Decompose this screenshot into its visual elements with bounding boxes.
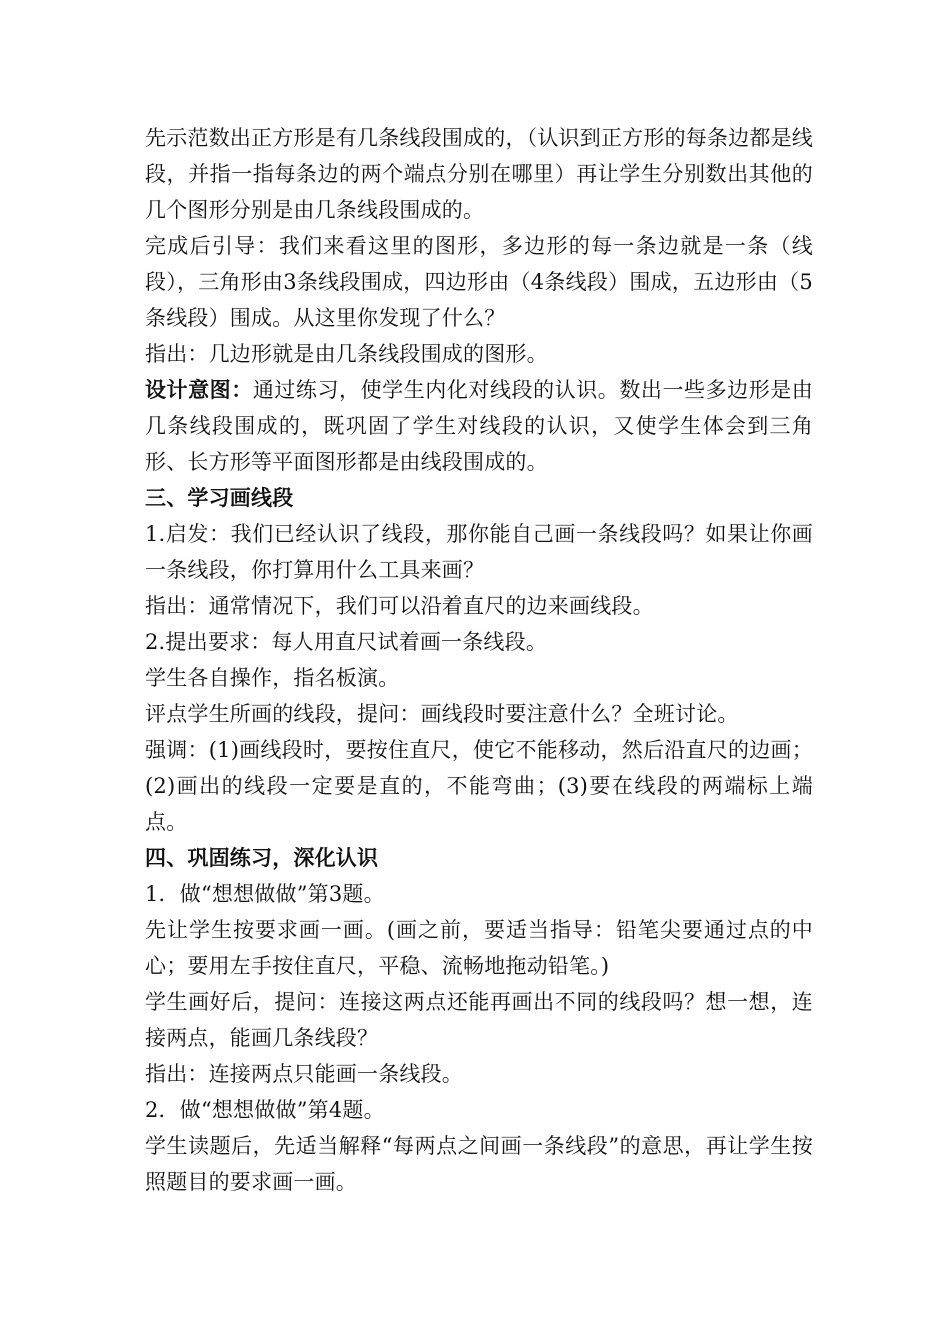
paragraph-draw-guidance: 先让学生按要求画一画。(画之前，要适当指导：铅笔尖要通过点的中心；要用左手按住直尺，平稳、流畅地拖动铅笔。) (145, 918, 813, 978)
paragraph-comment: 评点学生所画的线段，提问：画线段时要注意什么？全班讨论。 (145, 702, 739, 726)
paragraph-read-explain: 学生读题后，先适当解释“每两点之间画一条线段”的意思，再让学生按照题目的要求画一画。 (145, 1134, 813, 1194)
paragraph-exercise-3: 1．做“想想做做”第3题。 (145, 882, 385, 906)
paragraph-inspire: 1.启发：我们已经认识了线段，那你能自己画一条线段吗？如果让你画一条线段，你打算用什么工具来画？ (145, 522, 813, 582)
paragraph-point-out-ruler: 指出：通常情况下，我们可以沿着直尺的边来画线段。 (145, 594, 654, 618)
design-intent-text: 通过练习，使学生内化对线段的认识。数出一些多边形是由几条线段围成的，既巩固了学生对线段的认识，又使学生体会到三角形、长方形等平面图形都是由线段围成的。 (145, 378, 814, 474)
design-intent-label: 设计意图： (145, 377, 253, 402)
paragraph-ask-two-points: 学生画好后，提问：连接这两点还能再画出不同的线段吗？想一想，连接两点，能画几条线段？ (145, 990, 813, 1050)
paragraph-demo-square: 先示范数出正方形是有几条线段围成的，（认识到正方形的每条边都是线段，并指一指每条边的两个端点分别在哪里）再让学生分别数出其他的几个图形分别是由几条线段围成的。 (145, 126, 813, 222)
paragraph-emphasize: 强调：(1)画线段时，要按住直尺，使它不能移动，然后沿直尺的边画；(2)画出的线段一定要是直的，不能弯曲；(3)要在线段的两端标上端点。 (145, 738, 813, 834)
paragraph-point-out-polygon: 指出：几边形就是由几条线段围成的图形。 (145, 342, 548, 366)
paragraph-requirement: 2.提出要求：每人用直尺试着画一条线段。 (145, 630, 548, 654)
document-body (145, 120, 813, 1200)
section-heading-practice: 四、巩固练习，深化认识 (145, 845, 379, 870)
paragraph-design-intent (145, 372, 813, 480)
paragraph-guide-polygons: 完成后引导：我们来看这里的图形，多边形的每一条边就是一条（线段），三角形由3条线段围成，四边形由（4条线段）围成，五边形由（5条线段）围成。从这里你发现了什么？ (145, 234, 813, 330)
paragraph-exercise-4: 2．做“想想做做”第4题。 (145, 1098, 385, 1122)
paragraph-student-operate: 学生各自操作，指名板演。 (145, 666, 400, 690)
paragraph-point-out-one-line: 指出：连接两点只能画一条线段。 (145, 1062, 463, 1086)
section-heading-draw-segment: 三、学习画线段 (145, 485, 294, 510)
